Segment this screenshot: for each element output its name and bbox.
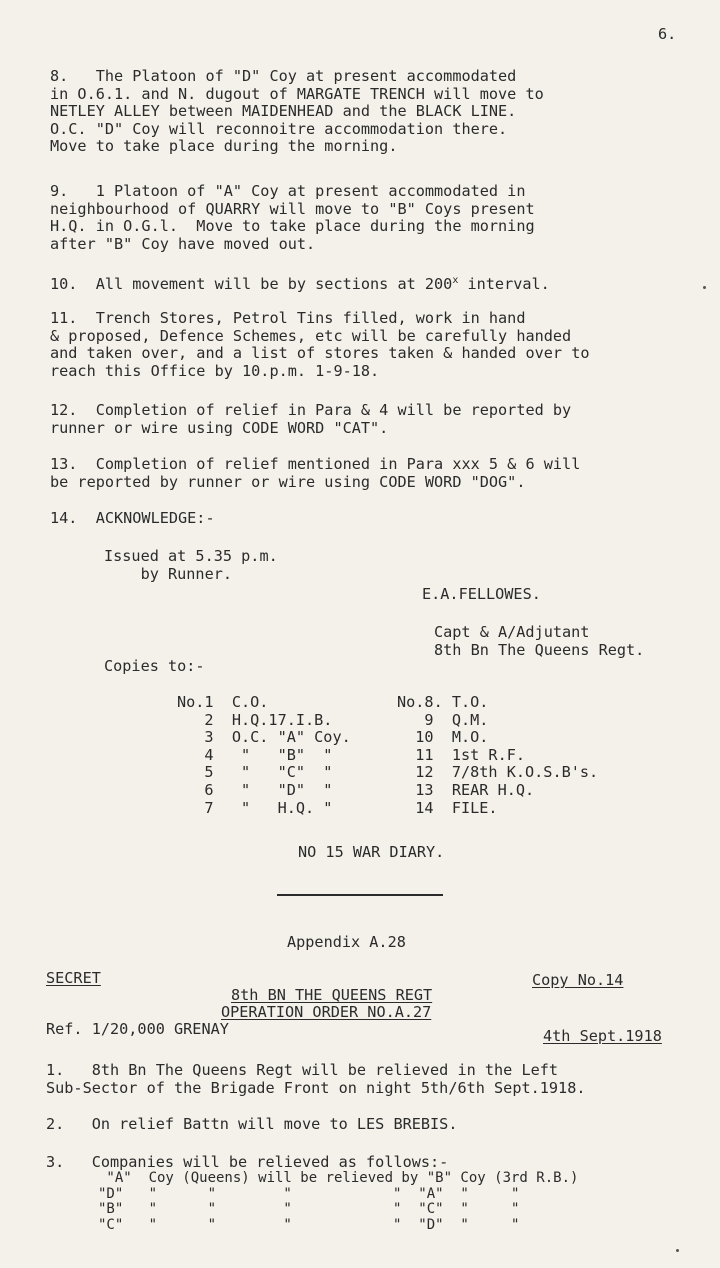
- order-item-1: 1. 8th Bn The Queens Regt will be relieved in the Left Sub-Sector of the Brigade Front on night 5th/6th Sept.1918.: [46, 1061, 586, 1097]
- ink-speck: [703, 286, 706, 289]
- paragraph-10-superscript: x: [452, 275, 459, 286]
- secret-label: SECRET: [46, 969, 101, 987]
- paragraph-14: 14. ACKNOWLEDGE:-: [50, 509, 215, 527]
- relief-table: "A" Coy (Queens) will be relieved by "B" Coy (3rd R.B.) "D" " " " " "A" " " "B" " " " " "C" " " "C" " " " " "D" " ": [98, 1170, 579, 1233]
- signature-name: E.A.FELLOWES.: [422, 585, 541, 603]
- order-date: 4th Sept.1918: [543, 1027, 662, 1045]
- unit-heading: 8th BN THE QUEENS REGT: [231, 986, 433, 1004]
- copy-number: Copy No.14: [532, 971, 624, 989]
- war-diary-copy: NO 15 WAR DIARY.: [298, 843, 445, 861]
- issued-note: Issued at 5.35 p.m. by Runner.: [104, 547, 278, 583]
- section-divider: [277, 894, 443, 896]
- paragraph-8: 8. The Platoon of "D" Coy at present accommodated in O.6.1. and N. dugout of MARGATE TRENCH will move to NETLEY ALLEY between MAIDENHEAD and the BLACK LINE. O.C. "D" Coy will reconnoitre accommodation there. Move to take place during the morning.: [50, 67, 544, 156]
- order-item-3: 3. Companies will be relieved as follows:-: [46, 1153, 449, 1171]
- distribution-list-left: No.1 C.O. 2 H.Q.17.I.B. 3 O.C. "A" Coy. 4 " "B" " 5 " "C" " 6 " "D" " 7 " H.Q. ": [177, 693, 351, 817]
- operation-order-heading: OPERATION ORDER NO.A.27: [221, 1003, 432, 1021]
- paragraph-9: 9. 1 Platoon of "A" Coy at present accommodated in neighbourhood of QUARRY will move to "B" Coys present H.Q. in O.G.l. Move to take place during the morning after "B" Coy have moved out.: [50, 182, 535, 253]
- distribution-list-right: No.8. T.O. 9 Q.M. 10 M.O. 11 1st R.F. 12 7/8th K.O.S.B's. 13 REAR H.Q. 14 FILE.: [397, 693, 599, 817]
- paragraph-11: 11. Trench Stores, Petrol Tins filled, work in hand & proposed, Defence Schemes, etc will be carefully handed and taken over, and a list of stores taken & handed over to reach this Office by 10.p.m. 1-9-18.: [50, 309, 590, 380]
- order-item-2: 2. On relief Battn will move to LES BREBIS.: [46, 1115, 458, 1133]
- paragraph-13: 13. Completion of relief mentioned in Para xxx 5 & 6 will be reported by runner or wire using CODE WORD "DOG".: [50, 455, 581, 491]
- paragraph-10: [50, 272, 550, 294]
- page-number: 6.: [658, 25, 677, 43]
- paragraph-10-end: interval.: [458, 275, 550, 293]
- signature-title: Capt & A/Adjutant 8th Bn The Queens Regt.: [434, 623, 645, 659]
- paragraph-10-text: 10. All movement will be by sections at 200: [50, 275, 453, 293]
- map-reference: Ref. 1/20,000 GRENAY: [46, 1020, 229, 1038]
- appendix-title: Appendix A.28: [287, 933, 406, 951]
- paragraph-12: 12. Completion of relief in Para & 4 will be reported by runner or wire using CODE WORD "CAT".: [50, 401, 572, 437]
- ink-speck: [676, 1249, 679, 1252]
- copies-label: Copies to:-: [104, 657, 205, 675]
